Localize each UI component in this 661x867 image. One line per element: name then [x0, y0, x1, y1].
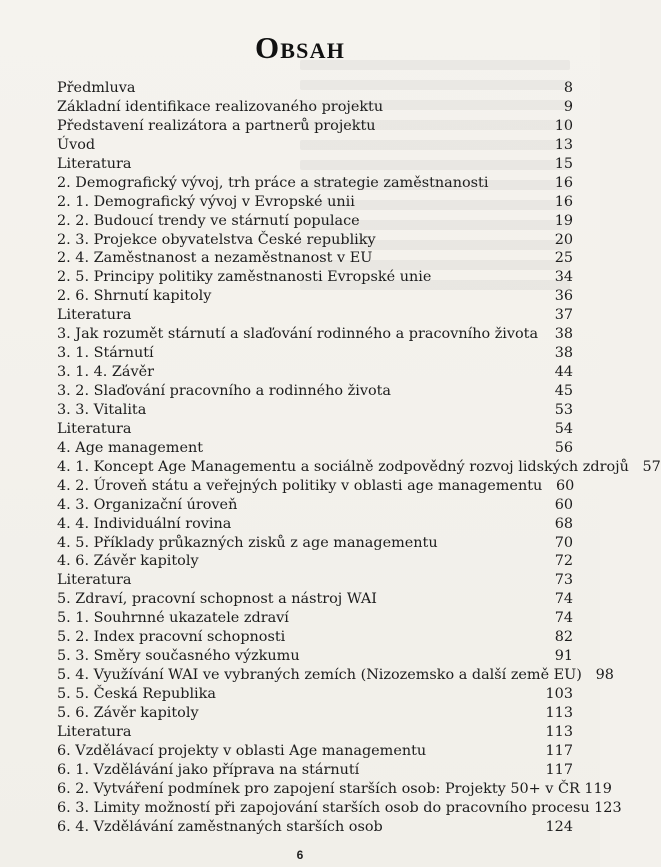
- toc-entry-label: 4. 1. Koncept Age Managementu a sociálně zodpovědný rozvoj lidských zdrojů: [57, 458, 629, 475]
- toc-entry: [57, 628, 573, 647]
- toc-entry: [57, 515, 573, 534]
- toc-entry: [57, 704, 573, 723]
- toc-entry-page: 98: [595, 667, 614, 684]
- toc-entry: [57, 193, 573, 212]
- toc-entry-page: 10: [554, 117, 573, 134]
- toc-entry-page: 103: [545, 686, 573, 702]
- toc-entry: [57, 401, 573, 420]
- toc-entry-page: 57: [642, 458, 661, 475]
- toc-entry-label: 5. 5. Česká Republika: [57, 686, 216, 702]
- toc-entry-page: 60: [554, 496, 573, 513]
- toc-entry-page: 74: [554, 610, 573, 627]
- toc-entry-page: 56: [554, 439, 573, 456]
- toc-entry-page: 54: [554, 420, 573, 437]
- toc-entry: [57, 477, 573, 496]
- toc-entry-label: 2. 4. Zaměstnanost a nezaměstnanost v EU: [57, 250, 373, 267]
- toc-entry-label: 5. Zdraví, pracovní schopnost a nástroj WAI: [57, 591, 377, 608]
- toc-entry-page: 8: [563, 80, 573, 96]
- toc-entry: [57, 117, 573, 136]
- toc-entry-page: 53: [554, 401, 573, 418]
- toc-entry-label: 3. 3. Vitalita: [57, 401, 147, 418]
- toc-entry: [57, 534, 573, 553]
- toc-entry: [57, 79, 573, 98]
- toc-entry-label: Úvod: [57, 136, 96, 153]
- toc-entry: [57, 174, 573, 193]
- toc-entry-page: 60: [555, 477, 575, 494]
- toc-entry-label: Literatura: [57, 307, 132, 324]
- toc-entry-label: 6. 1. Vzdělávání jako příprava na stárnutí: [57, 761, 360, 778]
- toc-entry: [57, 552, 573, 571]
- toc-entry: [57, 136, 573, 155]
- toc-entry: [57, 780, 612, 799]
- toc-entry-label: 3. 1. Stárnutí: [57, 345, 154, 362]
- toc-entry-page: 9: [563, 98, 573, 115]
- toc-entry-label: 5. 2. Index pracovní schopnosti: [57, 629, 286, 646]
- toc-entry: [57, 647, 573, 666]
- toc-entry-page: 91: [554, 648, 573, 665]
- toc-entry-page: 37: [554, 307, 573, 324]
- toc-entry: [57, 98, 573, 117]
- toc-entry-label: 4. 6. Závěr kapitoly: [57, 553, 199, 570]
- toc-entry-label: 6. Vzdělávací projekty v oblasti Age managementu: [57, 742, 427, 759]
- toc-entry: [57, 306, 573, 325]
- toc-entry-page: 123: [594, 799, 622, 816]
- toc-entry-label: 2. Demografický vývoj, trh práce a strategie zaměstnanosti: [57, 174, 489, 191]
- toc-entry: [57, 287, 573, 306]
- toc-entry: [57, 818, 573, 837]
- toc-entry: [57, 212, 573, 231]
- toc-entry-page: 70: [554, 534, 573, 551]
- toc-entry-page: 36: [554, 288, 573, 305]
- toc-entry-label: 6. 2. Vytváření podmínek pro zapojení starších osob: Projekty 50+ v ČR: [57, 780, 580, 797]
- toc-entry-page: 72: [554, 553, 573, 570]
- toc-entry-page: 119: [584, 780, 612, 797]
- toc-entry-label: 5. 4. Využívání WAI ve vybraných zemích (Nizozemsko a další země EU): [57, 667, 582, 684]
- toc-entry-label: 4. 2. Úroveň státu a veřejných politiky v oblasti age managementu: [57, 477, 543, 494]
- toc-entry: [57, 439, 573, 458]
- toc-entry: [57, 420, 573, 439]
- toc-entry-label: Literatura: [57, 572, 132, 589]
- toc-entry-label: Základní identifikace realizovaného projektu: [57, 98, 384, 115]
- toc-entry-label: 2. 6. Shrnutí kapitoly: [57, 288, 212, 305]
- toc-entry-label: Představení realizátora a partnerů projektu: [57, 117, 376, 134]
- toc-entry-label: Literatura: [57, 155, 132, 172]
- toc-entry-page: 73: [554, 572, 573, 589]
- toc-entry: [57, 458, 661, 477]
- toc-entry-label: 2. 2. Budoucí trendy ve stárnutí populace: [57, 212, 360, 229]
- toc-entry-label: 4. 4. Individuální rovina: [57, 515, 232, 532]
- toc-entry-page: 25: [554, 250, 573, 267]
- toc-entry: [57, 363, 573, 382]
- toc-entry-label: 3. 1. 4. Závěr: [57, 364, 155, 381]
- toc-entry: [57, 249, 573, 268]
- toc-entry-page: 113: [545, 704, 573, 721]
- toc-entry-page: 16: [554, 193, 573, 210]
- toc-entry-page: 19: [554, 212, 573, 229]
- toc-entry-page: 74: [554, 591, 573, 608]
- toc-entry-page: 113: [545, 723, 573, 740]
- toc-entry-label: 5. 1. Souhrnné ukazatele zdraví: [57, 610, 289, 627]
- toc-entry-label: Předmluva: [57, 80, 136, 96]
- toc-entry: [57, 685, 573, 704]
- toc-entry-page: 38: [554, 345, 573, 362]
- toc-entry-page: 20: [554, 231, 573, 248]
- toc-entry: [57, 496, 573, 515]
- toc-entry: [57, 742, 573, 761]
- toc-entry-label: 2. 5. Principy politiky zaměstnanosti Evropské unie: [57, 269, 432, 286]
- toc-entry-page: 34: [554, 269, 573, 286]
- toc-entry-label: 4. Age management: [57, 439, 204, 456]
- toc-entry-page: 13: [554, 136, 573, 153]
- toc-entry: [57, 325, 573, 344]
- toc-entry: [57, 382, 573, 401]
- toc-entry: [57, 571, 573, 590]
- table-of-contents: [57, 79, 661, 837]
- toc-entry: [57, 761, 573, 780]
- page-number: 6: [296, 848, 304, 862]
- toc-entry-label: 5. 6. Závěr kapitoly: [57, 704, 199, 721]
- toc-entry-page: 68: [554, 515, 573, 532]
- toc-entry: [57, 609, 573, 628]
- toc-entry-page: 16: [554, 174, 573, 191]
- toc-entry-label: 3. 2. Slaďování pracovního a rodinného života: [57, 383, 391, 399]
- toc-entry: [57, 155, 573, 174]
- toc-entry: [57, 590, 573, 609]
- toc-entry: [57, 666, 614, 685]
- toc-entry-label: 4. 5. Příklady průkazných zisků z age managementu: [57, 534, 438, 551]
- toc-entry: [57, 799, 622, 818]
- toc-entry-label: 5. 3. Směry současného výzkumu: [57, 648, 300, 665]
- page-title: Obsah: [254, 30, 346, 65]
- toc-entry-page: 124: [545, 818, 573, 835]
- toc-entry: [57, 723, 573, 742]
- toc-entry-label: 6. 3. Limity možností při zapojování starších osob do pracovního procesu: [57, 799, 590, 816]
- toc-entry-label: 3. Jak rozumět stárnutí a slaďování rodinného a pracovního života: [57, 326, 539, 343]
- toc-entry-page: 117: [545, 761, 573, 778]
- toc-entry-label: 2. 1. Demografický vývoj v Evropské unii: [57, 193, 355, 210]
- toc-entry-label: 6. 4. Vzdělávání zaměstnaných starších osob: [57, 818, 383, 835]
- toc-entry-page: 44: [554, 364, 573, 381]
- toc-entry-page: 45: [554, 383, 573, 399]
- toc-entry-page: 117: [545, 742, 573, 759]
- toc-entry: [57, 231, 573, 250]
- toc-entry-label: 4. 3. Organizační úroveň: [57, 496, 238, 513]
- toc-entry-label: Literatura: [57, 420, 132, 437]
- toc-entry: [57, 344, 573, 363]
- toc-entry: [57, 268, 573, 287]
- toc-entry-label: Literatura: [57, 723, 132, 740]
- toc-entry-label: 2. 3. Projekce obyvatelstva České republiky: [57, 231, 376, 248]
- toc-entry-page: 38: [554, 326, 573, 343]
- toc-entry-page: 15: [554, 155, 573, 172]
- toc-entry-page: 82: [554, 629, 573, 646]
